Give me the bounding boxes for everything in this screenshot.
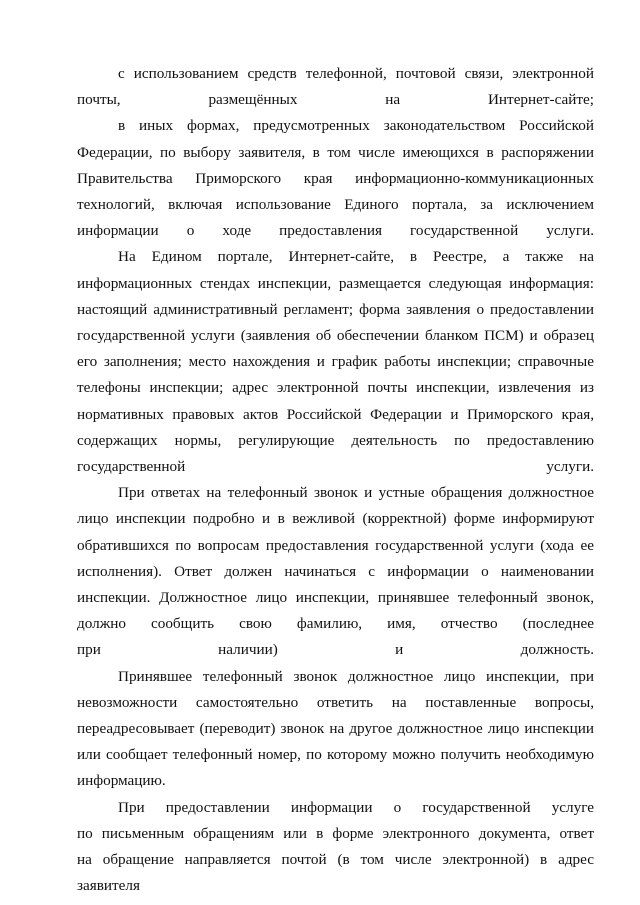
text-line: При ответах на телефонный звонок и устные обращения должностное (118, 484, 594, 502)
text-line: или сообщает телефонный номер, по которому можно получить необходимую (77, 746, 594, 764)
text-line: При предоставлении информации о государственной услуге (118, 798, 594, 816)
text-line: его заполнения; место нахождения и график работы инспекции; справочные (77, 353, 594, 371)
text-line: информацию. (77, 772, 166, 790)
text-line: лицо инспекции подробно и в вежливой (корректной) форме информируют (77, 510, 594, 528)
paragraph-5 (77, 664, 594, 795)
text-line: Принявшее телефонный звонок должностное лицо инспекции, при (118, 667, 594, 685)
text-line: нормативных правовых актов Российской Федерации и Приморского края, (77, 405, 594, 423)
text-line: инспекции. Должностное лицо инспекции, принявшее телефонный звонок, (77, 589, 594, 607)
text-line: Правительства Приморского края информационно-коммуникационных (77, 169, 594, 187)
text-line: невозможности самостоятельно ответить на поставленные вопросы, (77, 693, 594, 711)
text-line: с использованием средств телефонной, почтовой связи, электронной (118, 65, 594, 82)
text-line: должно сообщить свою фамилию, имя, отчество (последнее (77, 615, 594, 633)
paragraph-1 (77, 61, 594, 113)
text-line: обратившихся по вопросам предоставления государственной услуги (хода ее (77, 536, 594, 554)
text-line: телефоны инспекции; адрес электронной почты инспекции, извлечения из (77, 379, 594, 397)
text-line: по письменным обращениям или в форме электронного документа, ответ (77, 824, 594, 842)
paragraph-3 (77, 244, 594, 480)
text-line: информационных стендах инспекции, размещается следующая информация: (77, 274, 594, 292)
text-line: почты, размещённых на Интернет-сайте; (77, 91, 594, 109)
text-line: Федерации, по выбору заявителя, в том числе имеющихся в распоряжении (77, 143, 594, 161)
text-line: настоящий административный регламент; форма заявления о предоставлении (77, 300, 594, 318)
text-line: государственной услуги. (77, 458, 594, 476)
text-line: технологий, включая использование Единого портала, за исключением (77, 196, 594, 214)
paragraph-2 (77, 113, 594, 244)
text-line: На Едином портале, Интернет-сайте, в Реестре, а также на (118, 248, 594, 266)
paragraph-4 (77, 480, 594, 663)
text-line: исполнения). Ответ должен начинаться с информации о наименовании (77, 562, 594, 580)
text-line: на обращение направляется почтой (в том числе электронной) в адрес заявителя (77, 851, 594, 895)
text-line: переадресовывает (переводит) звонок на другое должностное лицо инспекции (77, 720, 594, 738)
paragraph-6 (77, 795, 594, 900)
text-line: содержащих нормы, регулирующие деятельность по предоставлению (77, 431, 594, 449)
text-line: в иных формах, предусмотренных законодательством Российской (118, 117, 594, 135)
text-line: информации о ходе предоставления государственной услуги. (77, 222, 594, 240)
text-line: государственной услуги (заявления об обеспечении бланком ПСМ) и образец (77, 327, 594, 345)
text-line: при наличии) и должность. (77, 641, 594, 659)
